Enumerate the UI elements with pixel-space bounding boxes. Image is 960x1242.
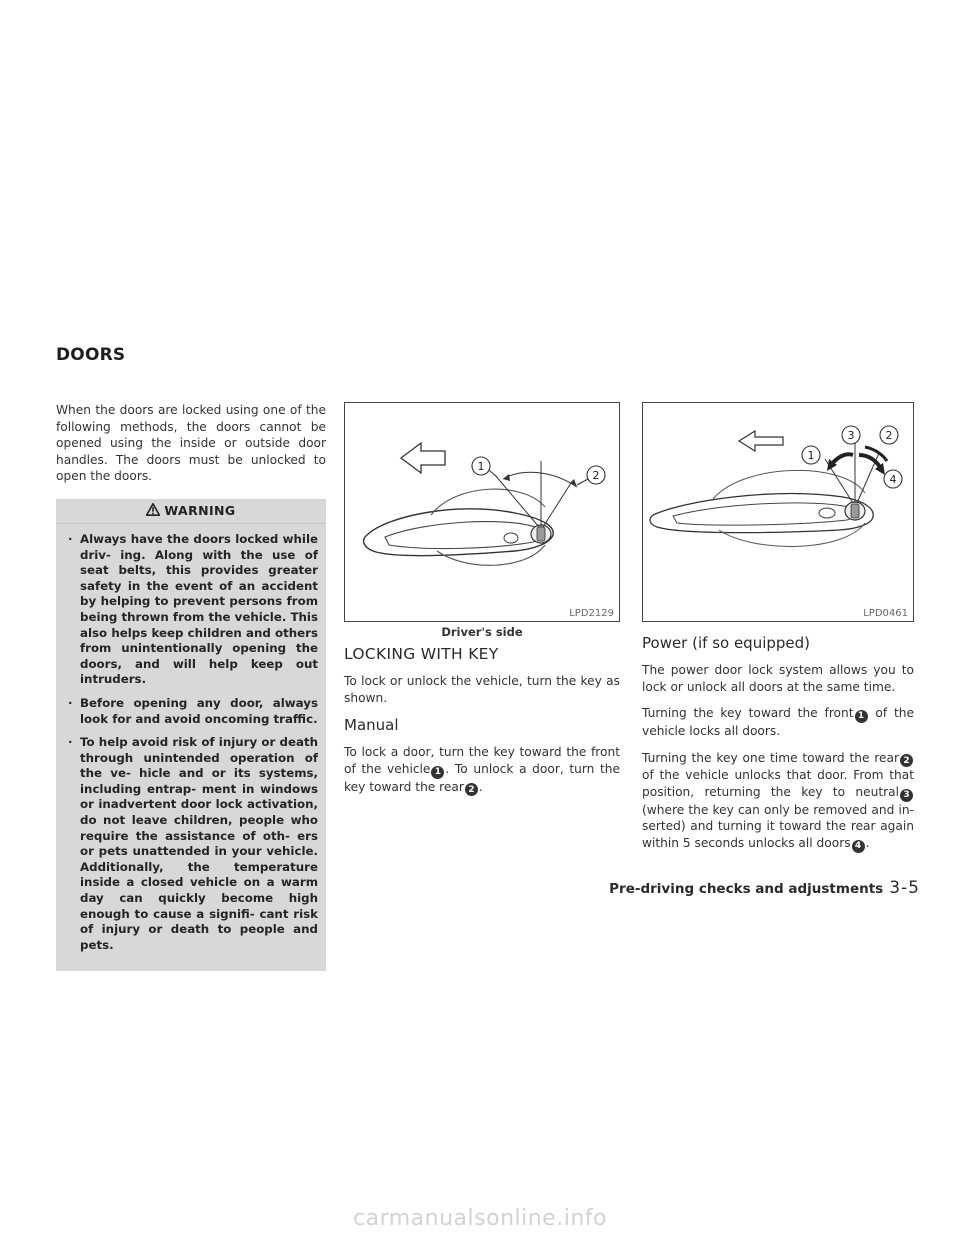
footer-chapter-title: Pre-driving checks and adjustments: [609, 881, 884, 897]
power-heading: Power (if so equipped): [642, 634, 811, 652]
figure2-label-4: 4: [889, 473, 897, 486]
page-footer: [609, 878, 920, 898]
section-title: DOORS: [56, 345, 126, 365]
figure-code: LPD2129: [569, 608, 614, 619]
warning-list: [56, 532, 326, 953]
figure2-label-1: 1: [807, 449, 815, 462]
watermark-text: carmanualsonline.info: [353, 1206, 607, 1231]
figure1-label-2: 2: [592, 469, 600, 482]
figure2-label-2: 2: [885, 429, 893, 442]
front-arrow-icon: [401, 443, 445, 473]
step-number-2: 2: [465, 783, 478, 796]
step-number-4: 4: [852, 840, 865, 853]
warning-item: · To help avoid risk of injury or death through unintended operation of the ve- hicle and or its systems, including entrap- ment in windows or inadvertent door lock activation, do not leave children, people who require the assistance of oth- ers or pets unattended in your vehicle. Additionally, the temperature inside a closed vehicle on a warm day can quickly become high enough to cause a signifi- cant risk of injury or death to people and pets.: [66, 735, 318, 953]
intro-paragraph: When the doors are locked using one of the following methods, the doors cannot be opened using the inside or outside door handles. The doors must be unlocked to open the doors.: [56, 403, 326, 484]
figure-drivers-side-key: [344, 402, 620, 622]
door-handle-diagram: [345, 403, 619, 621]
warning-item: · Always have the doors locked while driv- ing. Along with the use of seat belts, this provides greater safety in the event of an accident by helping to prevent persons from being thrown from the vehicle. This also helps keep children and others from unintentionally opening the doors, and will help keep out intruders.: [66, 532, 318, 688]
column-left: [56, 402, 326, 971]
figure-code: LPD0461: [863, 608, 908, 619]
warning-item: · Before opening any door, always look for and avoid oncoming traffic.: [66, 696, 318, 727]
column-right: [642, 402, 914, 863]
warning-box: [56, 499, 326, 971]
figure2-label-3: 3: [847, 429, 855, 442]
figure-caption: Driver's side: [441, 625, 523, 639]
power-paragraph-1: The power door lock system allows you to lock or unlock all doors at the same time.: [642, 663, 914, 694]
warning-icon: [146, 503, 160, 519]
step-number-3: 3: [900, 789, 913, 802]
locking-with-key-text: To lock or unlock the vehicle, turn the key as shown.: [344, 674, 620, 705]
figure-power-lock-key: [642, 402, 914, 622]
figure1-label-1: 1: [477, 460, 485, 473]
locking-with-key-heading: LOCKING WITH KEY: [344, 645, 499, 663]
power-paragraph-2: Turning the key toward the front 1 of the vehicle locks all doors.: [642, 706, 915, 738]
power-lock-diagram: [643, 403, 913, 621]
warning-title: WARNING: [164, 503, 236, 519]
power-paragraph-3: Turning the key one time toward the rear 2 of the vehicle unlocks that door. From that position, returning the key to neutral 3 (where the key can only be removed and in- serted) and turning it toward the rear again within 5 seconds unlocks all doors 4 .: [642, 750, 914, 851]
warning-header: [56, 499, 326, 524]
step-number-1: 1: [431, 766, 444, 779]
manual-text: To lock a door, turn the key toward the front of the vehicle 1 . To unlock a door, turn the key toward the rear 2 .: [344, 745, 620, 795]
step-number-2: 2: [900, 754, 913, 767]
step-number-1: 1: [855, 710, 868, 723]
footer-page-number: 3-5: [889, 878, 920, 898]
column-middle: [344, 402, 620, 806]
front-arrow-icon: [739, 431, 783, 451]
manual-heading: Manual: [344, 716, 399, 735]
